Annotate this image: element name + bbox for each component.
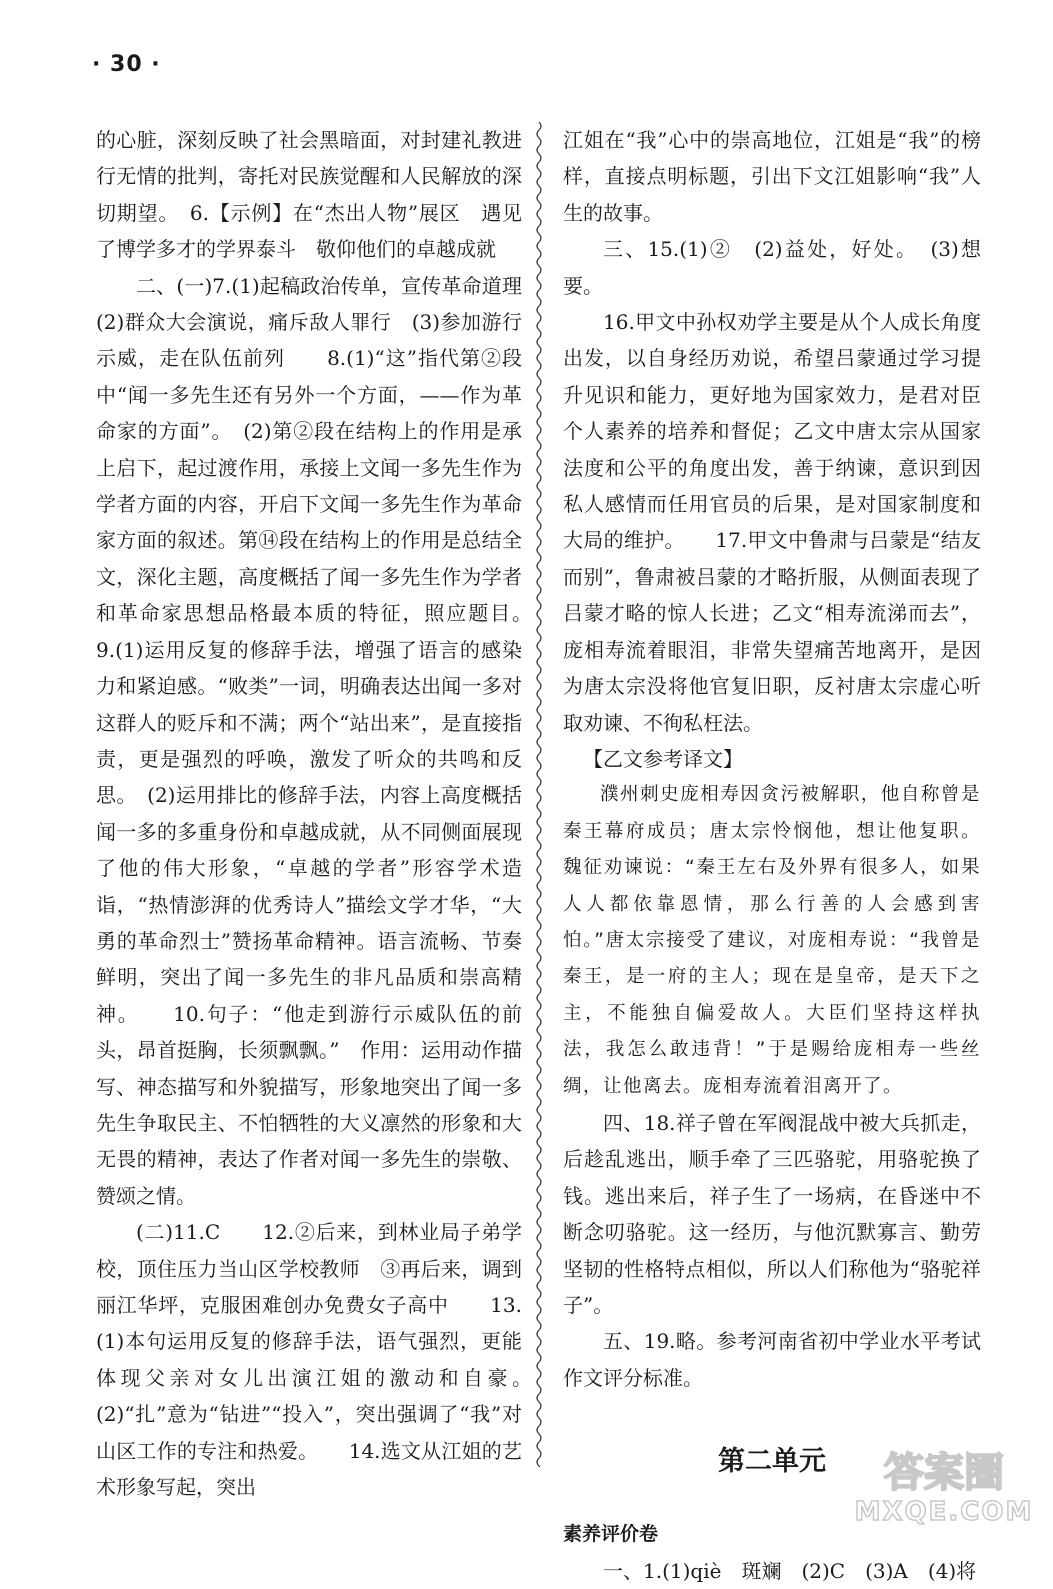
answer-paragraph: 16.甲文中孙权劝学主要是从个人成长角度出发，以自身经历劝说，希望吕蒙通过学习提升见识和能力，更好地为国家效力，是君对臣个人素养的培养和督促；乙文中唐太宗从国家法度和公平的角度出发，善于纳谏，意识到因私人感情而任用官员的后果，是对国家制度和大局的维护。 17.甲文中鲁肃与吕蒙是“结友而别”，鲁肃被吕蒙的才略折服，从侧面表现了吕蒙才略的惊人长进；乙文“相寿流涕而去”，庞相寿流着眼泪，非常失望痛苦地离开，是因为唐太宗没将他官复旧职，反衬唐太宗虚心听取劝谏、不徇私枉法。 (563, 310, 981, 735)
translation-heading: 【乙文参考译文】 (583, 746, 743, 771)
answer-paragraph: 五、19.略。参考河南省初中学业水平考试作文评分标准。 (563, 1329, 981, 1390)
answer-paragraph: 三、15.(1)② (2)益处，好处。 (3)想要。 (563, 237, 981, 298)
answer-paragraph: 一、1.(1)qiè 斑斓 (2)C (3)A (4)将 (603, 1558, 977, 1583)
answer-paragraph: 二、(一)7.(1)起稿政治传单，宣传革命道理 (2)群众大会演说，痛斥敌人罪行 (3)参加游行示威，走在队伍前列 8.(1)“这”指代第②段中“闻一多先生还有另外一个方面，——作为革命家的方面”。 (2)第②段在结构上的作用是承上启下，起过渡作用，承接上文闻一多先生作为学者方面的内容，开启下文闻一多先生作为革命家方面的叙述。第⑭段在结构上的作用是总结全文，深化主题，高度概括了闻一多先生作为学者和革命家思想品格最本质的特征，照应题目。 9.(1)运用反复的修辞手法，增强了语言的感染力和紧迫感。“败类”一词，明确表达出闻一多对这群人的贬斥和不满；两个“站出来”，是直接指责，更是强烈的呼唤，激发了听众的共鸣和反思。 (2)运用排比的修辞手法，内容上高度概括闻一多的多重身份和卓越成就，从不同侧面展现了他的伟大形象，“卓越的学者”形容学术造诣，“热情澎湃的优秀诗人”描绘文学才华，“大勇的革命烈士”赞扬革命精神。语言流畅、节奏鲜明，突出了闻一多先生的非凡品质和崇高精神。 10.句子：“他走到游行示威队伍的前头，昂首挺胸，长须飘飘。” 作用：运用动作描写、神态描写和外貌描写，形象地突出了闻一多先生争取民主、不怕牺牲的大义凛然的形象和大无畏的精神，表达了作者对闻一多先生的崇敬、赞颂之情。 (96, 273, 562, 1208)
section-title: 素养评价卷 (563, 1523, 659, 1546)
watermark-top: 答案圈 (884, 1450, 1004, 1496)
column-divider (534, 122, 544, 1467)
answer-paragraph: 江姐在“我”心中的崇高地位，江姐是“我”的榜样，直接点明标题，引出下文江姐影响“我”人生的故事。 (563, 128, 981, 225)
watermark-bottom: MXQE.COM (854, 1497, 1034, 1527)
page-number: · 30 · (92, 52, 161, 77)
translation-text: 濮州刺史庞相寿因贪污被解职，他自称曾是秦王幕府成员；唐太宗怜悯他，想让他复职。魏征劝谏说：“秦王左右及外界有很多人，如果人人都依靠恩情，那么行善的人会感到害怕。”唐太宗接受了建议，对庞相寿说：“我曾是秦王，是一府的主人；现在是皇帝，是天下之主，不能独自偏爱故人。大臣们坚持这样执法，我怎么敢违背！”于是赐给庞相寿一些丝绸，让他离去。庞相寿流着泪离开了。 (563, 784, 981, 1097)
unit-title: 第二单元 (718, 1446, 826, 1478)
answer-paragraph: 的心脏，深刻反映了社会黑暗面，对封建礼教进行无情的批判，寄托对民族觉醒和人民解放的深切期望。 6.【示例】在“杰出人物”展区 遇见了博学多才的学界泰斗 敬仰他们的卓越成就 (96, 128, 522, 262)
left-column (96, 122, 562, 1505)
watermark-logo (849, 1440, 1039, 1528)
right-column (563, 122, 981, 1589)
answer-paragraph: 四、18.祥子曾在军阀混战中被大兵抓走，后趁乱逃出，顺手牵了三匹骆驼，用骆驼换了钱。逃出来后，祥子生了一场病，在昏迷中不断念叨骆驼。这一经历，与他沉默寡言、勤劳坚韧的性格特点相似，所以人们称他为“骆驼祥子”。 (563, 1110, 981, 1317)
answer-paragraph: (二)11.C 12.②后来，到林业局子弟学校，顶住压力当山区学校教师 ③再后来，调到丽江华坪，克服困难创办免费女子高中 13.(1)本句运用反复的修辞手法，语气强烈，更能体现父亲对女儿出演江姐的激动和自豪。 (2)“扎”意为“钻进”“投入”，突出强调了“我”对山区工作的专注和热爱。 14.选文从江姐的艺术形象写起，突出 (96, 1220, 542, 1500)
